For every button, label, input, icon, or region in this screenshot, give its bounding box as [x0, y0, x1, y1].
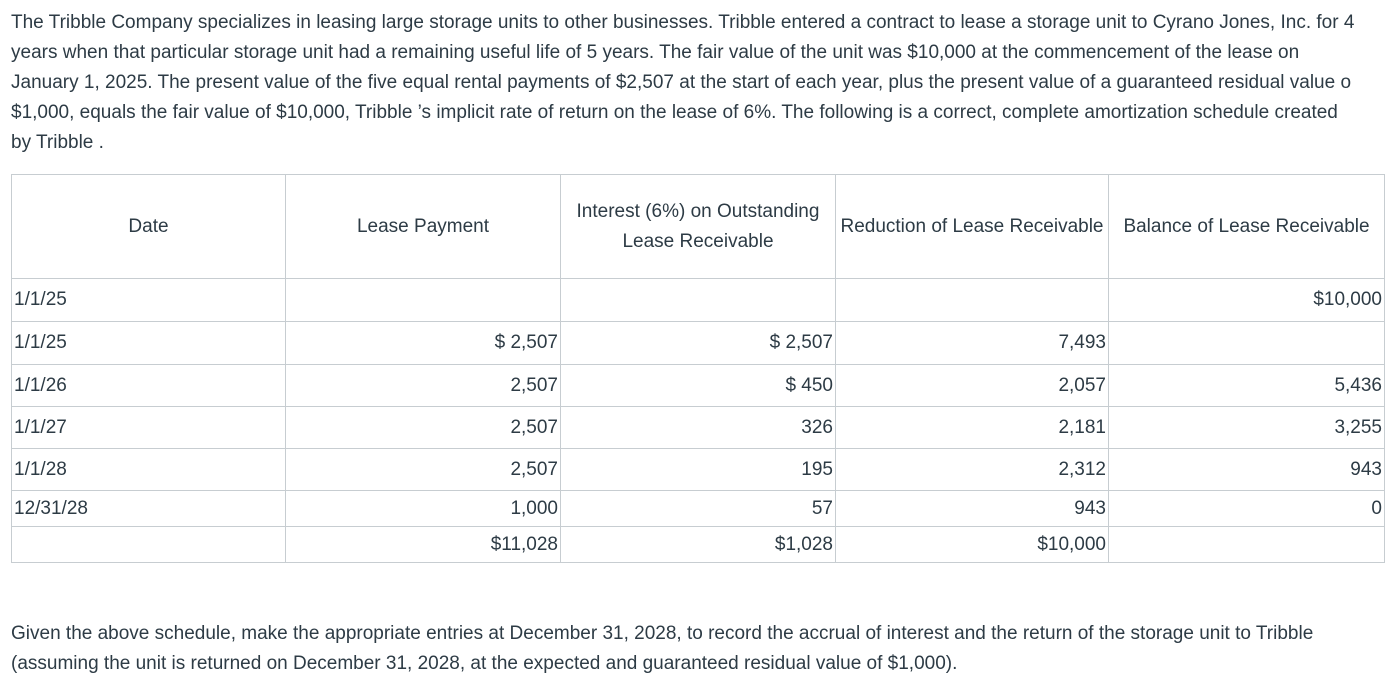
- table-header-row: [12, 175, 1385, 279]
- header-date: Date: [12, 175, 286, 279]
- problem-question: [11, 619, 1395, 679]
- cell-reduction: 2,312: [836, 449, 1109, 491]
- table-totals-row: [12, 527, 1385, 563]
- cell-reduction: [836, 279, 1109, 322]
- table-row: [12, 449, 1385, 491]
- cell-payment: $ 2,507: [286, 322, 561, 365]
- cell-balance: [1109, 322, 1385, 365]
- cell-date: 1/1/27: [12, 407, 286, 449]
- cell-reduction: 7,493: [836, 322, 1109, 365]
- cell-balance: 3,255: [1109, 407, 1385, 449]
- cell-reduction: 943: [836, 491, 1109, 527]
- total-date: [12, 527, 286, 563]
- cell-interest: $ 2,507: [561, 322, 836, 365]
- total-payment: $11,028: [286, 527, 561, 563]
- amortization-schedule-table: [11, 174, 1385, 563]
- table-row: [12, 407, 1385, 449]
- question-line: (assuming the unit is returned on December 31, 2028, at the expected and guaranteed residual value of $1,000).: [11, 653, 958, 674]
- cell-interest: [561, 279, 836, 322]
- table-row: [12, 491, 1385, 527]
- header-interest-line2: Lease Receivable: [622, 230, 774, 252]
- header-reduction: Reduction of Lease Receivable: [836, 175, 1109, 279]
- cell-balance: 943: [1109, 449, 1385, 491]
- total-balance: [1109, 527, 1385, 563]
- cell-date: 1/1/26: [12, 365, 286, 407]
- cell-payment: 2,507: [286, 449, 561, 491]
- cell-reduction: 2,181: [836, 407, 1109, 449]
- intro-line: $1,000, equals the fair value of $10,000, Tribble ’s implicit rate of return on the lease of 6%. The following is a correct, complete amortization schedule created: [11, 102, 1338, 123]
- cell-reduction: 2,057: [836, 365, 1109, 407]
- cell-balance: 5,436: [1109, 365, 1385, 407]
- cell-payment: 1,000: [286, 491, 561, 527]
- cell-payment: 2,507: [286, 407, 561, 449]
- cell-interest: $ 450: [561, 365, 836, 407]
- cell-interest: 326: [561, 407, 836, 449]
- cell-balance: $10,000: [1109, 279, 1385, 322]
- cell-date: 1/1/25: [12, 322, 286, 365]
- header-balance: Balance of Lease Receivable: [1109, 175, 1385, 279]
- cell-payment: [286, 279, 561, 322]
- table-row: [12, 279, 1385, 322]
- intro-line: by Tribble .: [11, 132, 104, 153]
- cell-payment: 2,507: [286, 365, 561, 407]
- intro-line: January 1, 2025. The present value of the five equal rental payments of $2,507 at the start of each year, plus the present value of a guaranteed residual value o: [11, 72, 1352, 93]
- cell-date: 1/1/25: [12, 279, 286, 322]
- cell-date: 1/1/28: [12, 449, 286, 491]
- total-interest: $1,028: [561, 527, 836, 563]
- question-line: Given the above schedule, make the appropriate entries at December 31, 2028, to record the accrual of interest and the return of the storage unit to Tribble: [11, 623, 1314, 644]
- total-reduction: $10,000: [836, 527, 1109, 563]
- header-interest: [561, 175, 836, 279]
- table-row: [12, 365, 1385, 407]
- cell-interest: 57: [561, 491, 836, 527]
- header-interest-line1: Interest (6%) on Outstanding: [576, 200, 820, 222]
- cell-balance: 0: [1109, 491, 1385, 527]
- intro-line: The Tribble Company specializes in leasing large storage units to other businesses. Tribble entered a contract to lease a storage unit to Cyrano Jones, Inc. for 4: [11, 12, 1355, 33]
- intro-line: years when that particular storage unit had a remaining useful life of 5 years. The fair value of the unit was $10,000 at the commencement of the lease on: [11, 42, 1300, 63]
- problem-intro: [11, 8, 1395, 158]
- header-lease-payment: Lease Payment: [286, 175, 561, 279]
- cell-interest: 195: [561, 449, 836, 491]
- cell-date: 12/31/28: [12, 491, 286, 527]
- table-row: [12, 322, 1385, 365]
